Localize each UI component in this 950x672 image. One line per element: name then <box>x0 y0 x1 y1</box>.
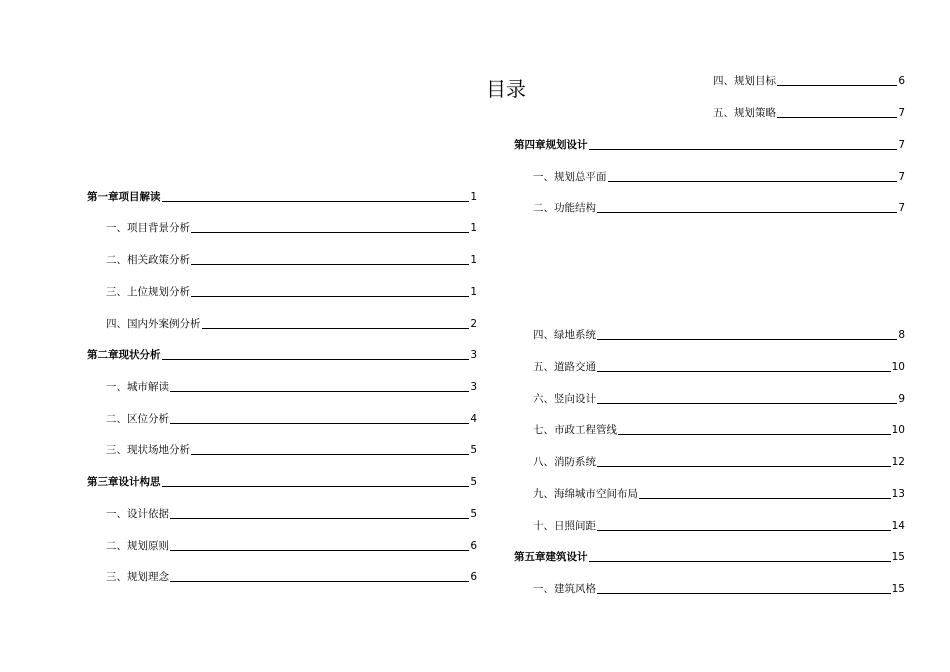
toc-entry-page: 5 <box>470 508 477 520</box>
toc-entry-label: 第三章设计构思 <box>87 476 161 488</box>
toc-entry-page: 7 <box>898 171 905 183</box>
toc-entry-page: 6 <box>470 540 477 552</box>
toc-leader <box>202 328 470 329</box>
toc-entry-page: 6 <box>898 75 905 87</box>
toc-entry-label: 三、规划理念 <box>106 571 169 583</box>
toc-entry-page: 3 <box>470 381 477 393</box>
toc-leader <box>170 550 469 551</box>
toc-entry-label: 三、现状场地分析 <box>106 444 190 456</box>
toc-entry-page: 2 <box>470 318 477 330</box>
toc-leader <box>162 359 470 360</box>
toc-entry-label: 八、消防系统 <box>533 456 596 468</box>
toc-entry-page: 5 <box>470 476 477 488</box>
toc-entry-label: 第一章项目解读 <box>87 191 161 203</box>
toc-leader <box>191 454 469 455</box>
toc-entry-label: 十、日照间距 <box>533 520 596 532</box>
toc-entry-page: 13 <box>891 488 905 500</box>
toc-title: 目录 <box>486 77 526 101</box>
toc-entry-page: 7 <box>898 139 905 151</box>
toc-entry-page: 7 <box>898 202 905 214</box>
toc-entry-label: 第二章现状分析 <box>87 349 161 361</box>
toc-leader <box>597 339 897 340</box>
toc-entry-label: 二、区位分析 <box>106 413 169 425</box>
toc-leader <box>191 232 469 233</box>
toc-leader <box>589 561 891 562</box>
toc-entry-page: 6 <box>470 571 477 583</box>
toc-leader <box>777 117 897 118</box>
toc-leader <box>162 201 470 202</box>
toc-entry-label: 四、规划目标 <box>713 75 776 87</box>
toc-leader <box>170 581 469 582</box>
toc-entry[interactable] <box>533 582 905 596</box>
toc-entry-chapter-1[interactable] <box>87 190 477 204</box>
toc-entry-chapter-5[interactable] <box>514 550 905 564</box>
toc-leader <box>170 423 469 424</box>
toc-entry-page: 5 <box>470 444 477 456</box>
toc-entry-label: 二、相关政策分析 <box>106 254 190 266</box>
toc-leader <box>597 593 891 594</box>
toc-leader <box>162 486 470 487</box>
toc-entry-page: 12 <box>891 456 905 468</box>
toc-entry-label: 五、道路交通 <box>533 361 596 373</box>
toc-entry-page: 10 <box>891 424 905 436</box>
toc-entry[interactable] <box>533 201 905 215</box>
toc-entry-page: 15 <box>891 551 905 563</box>
toc-entry[interactable] <box>533 519 905 533</box>
toc-leader <box>777 85 897 86</box>
toc-entry[interactable] <box>533 328 905 342</box>
toc-entry-label: 三、上位规划分析 <box>106 286 190 298</box>
toc-entry[interactable] <box>533 170 905 184</box>
toc-leader <box>191 264 469 265</box>
toc-entry-page: 1 <box>470 222 477 234</box>
toc-entry-page: 15 <box>891 583 905 595</box>
toc-entry-label: 一、城市解读 <box>106 381 169 393</box>
toc-leader <box>170 391 469 392</box>
toc-entry-label: 六、竖向设计 <box>533 393 596 405</box>
toc-leader <box>191 296 469 297</box>
toc-entry[interactable] <box>106 285 477 299</box>
toc-entry[interactable] <box>533 487 905 501</box>
toc-leader <box>589 149 898 150</box>
toc-entry-label: 一、设计依据 <box>106 508 169 520</box>
toc-leader <box>597 371 891 372</box>
toc-entry[interactable] <box>106 221 477 235</box>
toc-entry[interactable] <box>106 317 477 331</box>
toc-entry[interactable] <box>533 360 905 374</box>
toc-entry[interactable] <box>106 443 477 457</box>
toc-entry-label: 二、功能结构 <box>533 202 596 214</box>
toc-entry-label: 七、市政工程管线 <box>533 424 617 436</box>
toc-entry-label: 九、海绵城市空间布局 <box>533 488 638 500</box>
toc-leader <box>597 212 897 213</box>
toc-leader <box>597 403 897 404</box>
toc-leader <box>639 498 891 499</box>
toc-entry[interactable] <box>533 392 905 406</box>
toc-entry-chapter-3[interactable] <box>87 475 477 489</box>
toc-entry-chapter-2[interactable] <box>87 348 477 362</box>
toc-entry[interactable] <box>106 507 477 521</box>
toc-entry[interactable] <box>106 570 477 584</box>
toc-leader <box>597 530 891 531</box>
toc-entry-label: 四、绿地系统 <box>533 329 596 341</box>
toc-entry-label: 二、规划原则 <box>106 540 169 552</box>
toc-entry-page: 1 <box>470 254 477 266</box>
toc-entry-label: 一、建筑风格 <box>533 583 596 595</box>
toc-entry-page: 8 <box>898 329 905 341</box>
toc-leader <box>170 518 469 519</box>
toc-entry-label: 一、规划总平面 <box>533 171 607 183</box>
toc-entry-chapter-4[interactable] <box>514 138 905 152</box>
toc-entry-label: 四、国内外案例分析 <box>106 318 201 330</box>
toc-entry[interactable] <box>533 423 905 437</box>
toc-entry-page: 1 <box>470 191 477 203</box>
toc-entry[interactable] <box>106 412 477 426</box>
toc-entry-label: 第四章规划设计 <box>514 139 588 151</box>
toc-leader <box>608 181 898 182</box>
toc-entry-page: 9 <box>898 393 905 405</box>
toc-entry[interactable] <box>106 253 477 267</box>
toc-entry-label: 五、规划策略 <box>713 107 776 119</box>
toc-entry-page: 1 <box>470 286 477 298</box>
toc-entry[interactable] <box>106 380 477 394</box>
toc-entry-label: 第五章建筑设计 <box>514 551 588 563</box>
toc-entry-page: 14 <box>891 520 905 532</box>
toc-entry-page: 3 <box>470 349 477 361</box>
toc-entry[interactable] <box>713 74 905 88</box>
toc-leader <box>597 466 891 467</box>
toc-entry[interactable] <box>713 106 905 120</box>
toc-entry[interactable] <box>533 455 905 469</box>
toc-entry-page: 4 <box>470 413 477 425</box>
toc-entry[interactable] <box>106 539 477 553</box>
toc-entry-label: 一、项目背景分析 <box>106 222 190 234</box>
toc-entry-page: 7 <box>898 107 905 119</box>
toc-entry-page: 10 <box>891 361 905 373</box>
toc-leader <box>618 434 891 435</box>
